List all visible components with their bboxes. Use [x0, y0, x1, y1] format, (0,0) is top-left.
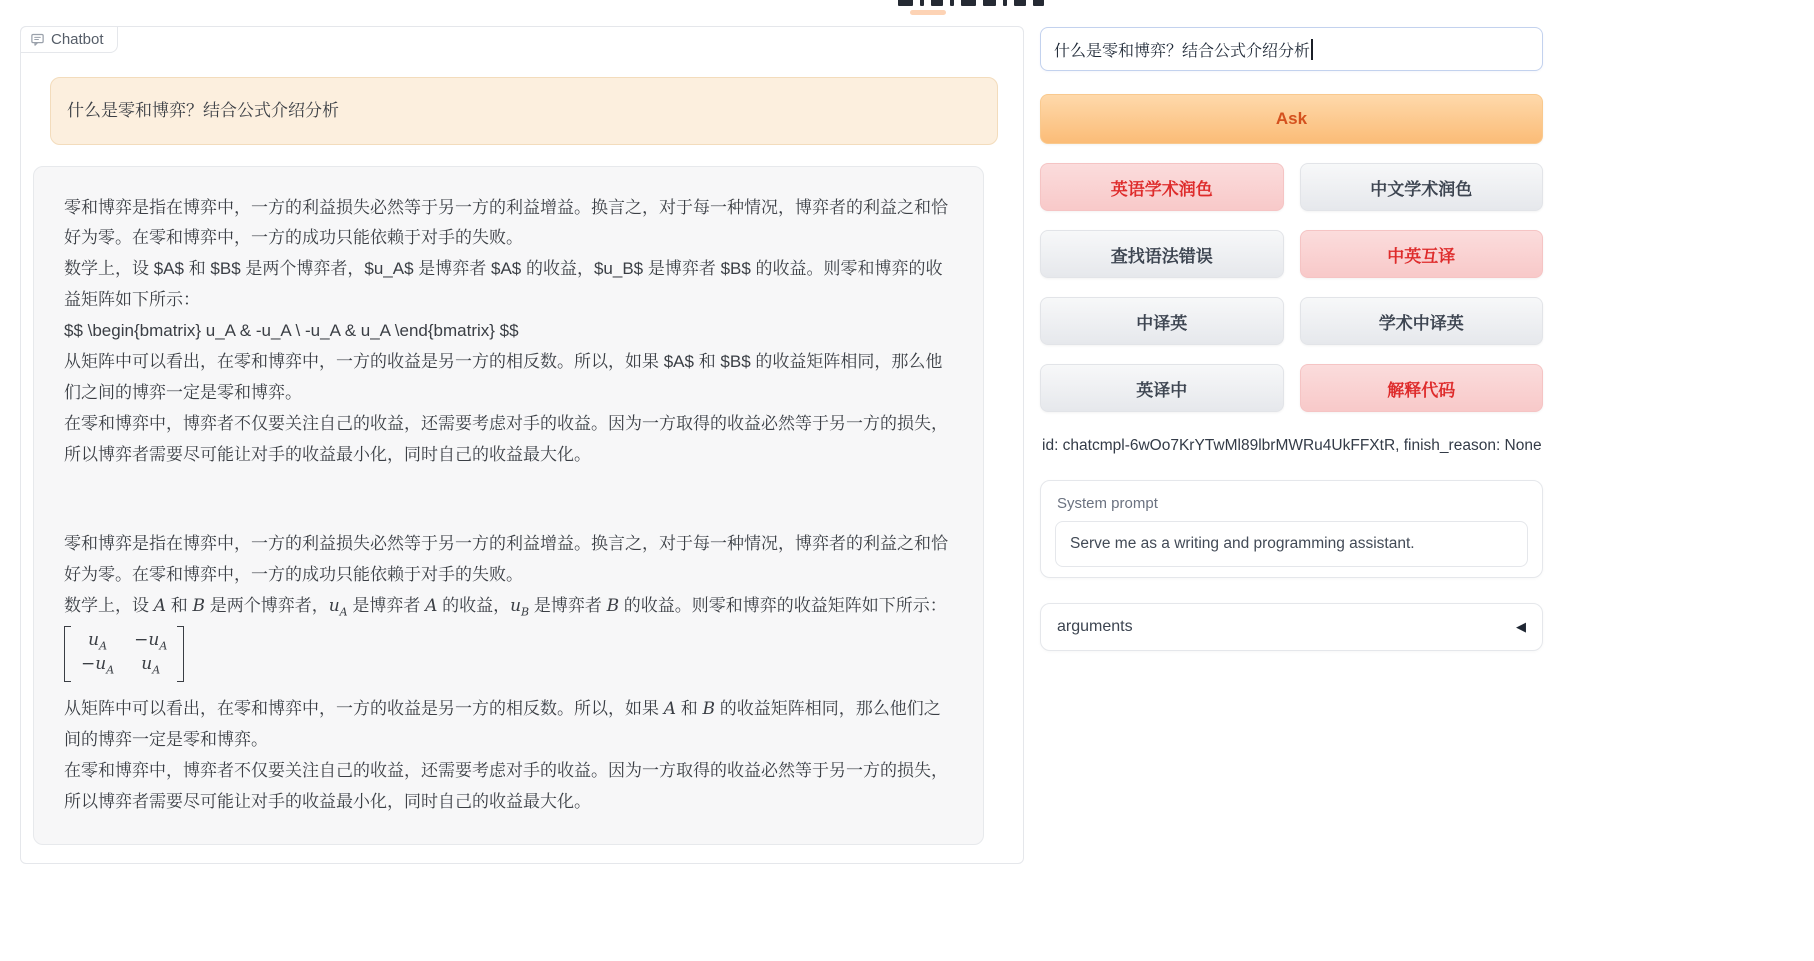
bot-rendered-paragraph: 在零和博弈中，博弈者不仅要关注自己的收益，还需要考虑对手的收益。因为一方取得的收益必然等于另一方的损失，所以博弈者需要尽可能让对手的收益最小化，同时自己的收益最大化。: [64, 761, 948, 812]
chatbot-panel: [20, 26, 1024, 864]
user-message-text: 什么是零和博弈？结合公式介绍分析: [67, 101, 339, 120]
button-academic-zh-to-en[interactable]: 学术中译英: [1300, 297, 1544, 345]
bot-message-rendered: [64, 529, 953, 818]
button-english-academic-polish[interactable]: 英语学术润色: [1040, 163, 1284, 211]
button-chinese-academic-polish[interactable]: 中文学术润色: [1300, 163, 1544, 211]
system-prompt-input[interactable]: [1055, 521, 1528, 567]
text-cursor: [1311, 39, 1313, 60]
clipped-title-accent: [910, 10, 946, 15]
matrix-cell: $-u_A$: [81, 654, 115, 677]
button-en-to-zh[interactable]: 英译中: [1040, 364, 1284, 412]
response-status-text: id: chatcmpl-6wOo7KrYTwMl89lbrMWRu4UkFFXtR, finish_reason: None: [1042, 437, 1542, 454]
bot-raw-paragraph: 在零和博弈中，博弈者不仅要关注自己的收益，还需要考虑对手的收益。因为一方取得的收益必然等于另一方的损失，所以博弈者需要尽可能让对手的收益最小化，同时自己的收益最大化。: [64, 414, 948, 464]
bot-raw-paragraph: 从矩阵中可以看出，在零和博弈中，一方的收益是另一方的相反数。所以，如果 $A$ 和 $B$ 的收益矩阵相同，那么他们之间的博弈一定是零和博弈。: [64, 352, 943, 403]
arguments-accordion-label: arguments: [1057, 618, 1133, 635]
chatbot-label-text: Chatbot: [51, 31, 104, 48]
button-zh-to-en[interactable]: 中译英: [1040, 297, 1284, 345]
bot-rendered-paragraph: 数学上，设 A 和 B 是两个博弈者，$u_A$ 是博弈者 A 的收益，$u_B$ 是博弈者 B 的收益。则零和博弈的收益矩阵如下所示：: [64, 595, 947, 619]
system-prompt-label: System prompt: [1057, 495, 1158, 512]
ask-button-label: Ask: [1275, 109, 1308, 128]
bot-rendered-paragraph: 从矩阵中可以看出，在零和博弈中，一方的收益是另一方的相反数。所以，如果 A 和 B 的收益矩阵相同，那么他们之间的博弈一定是零和博弈。: [64, 699, 941, 750]
bot-rendered-matrix: [64, 626, 953, 692]
matrix-cell: $u_A$: [88, 630, 108, 653]
bot-raw-paragraph: 数学上，设 $A$ 和 $B$ 是两个博弈者，$u_A$ 是博弈者 $A$ 的收益，$u_B$ 是博弈者 $B$ 的收益。则零和博弈的收益矩阵如下所示：: [64, 259, 943, 310]
button-explain-code[interactable]: 解释代码: [1300, 364, 1544, 412]
bot-message: [33, 166, 984, 846]
matrix-right-bracket: [177, 626, 184, 681]
clipped-page-title: [898, 0, 1044, 8]
bot-raw-latex-formula: $$ \begin{bmatrix} u_A & -u_A \ -u_A & u_A \end{bmatrix} $$: [64, 321, 519, 341]
button-find-grammar-errors[interactable]: 查找语法错误: [1040, 230, 1284, 278]
chatbot-label-tab: [20, 26, 118, 53]
bot-message-raw: [64, 193, 953, 471]
function-button-grid: [1040, 163, 1543, 412]
matrix-left-bracket: [64, 626, 71, 681]
bot-rendered-paragraph: 零和博弈是指在博弈中，一方的利益损失必然等于另一方的利益增益。换言之，对于每一种情况，博弈者的利益之和恰好为零。在零和博弈中，一方的成功只能依赖于对手的失败。: [64, 533, 948, 584]
ask-button[interactable]: [1040, 94, 1543, 144]
matrix-cell: $-u_A$: [134, 630, 168, 653]
matrix-cell: $u_A$: [141, 654, 161, 677]
chat-message-list[interactable]: [21, 27, 1023, 863]
query-input[interactable]: [1040, 27, 1543, 71]
arguments-accordion-header[interactable]: [1040, 603, 1543, 651]
accordion-collapse-icon: ◀: [1516, 619, 1526, 634]
bot-raw-paragraph: 零和博弈是指在博弈中，一方的利益损失必然等于另一方的利益增益。换言之，对于每一种情况，博弈者的利益之和恰好为零。在零和博弈中，一方的成功只能依赖于对手的失败。: [64, 197, 948, 248]
button-zh-en-mutual-translate[interactable]: 中英互译: [1300, 230, 1544, 278]
query-input-value: 什么是零和博弈？结合公式介绍分析: [1054, 42, 1311, 60]
user-message: [50, 77, 998, 145]
system-prompt-group: [1040, 480, 1543, 578]
chat-bubble-icon: [30, 32, 45, 47]
